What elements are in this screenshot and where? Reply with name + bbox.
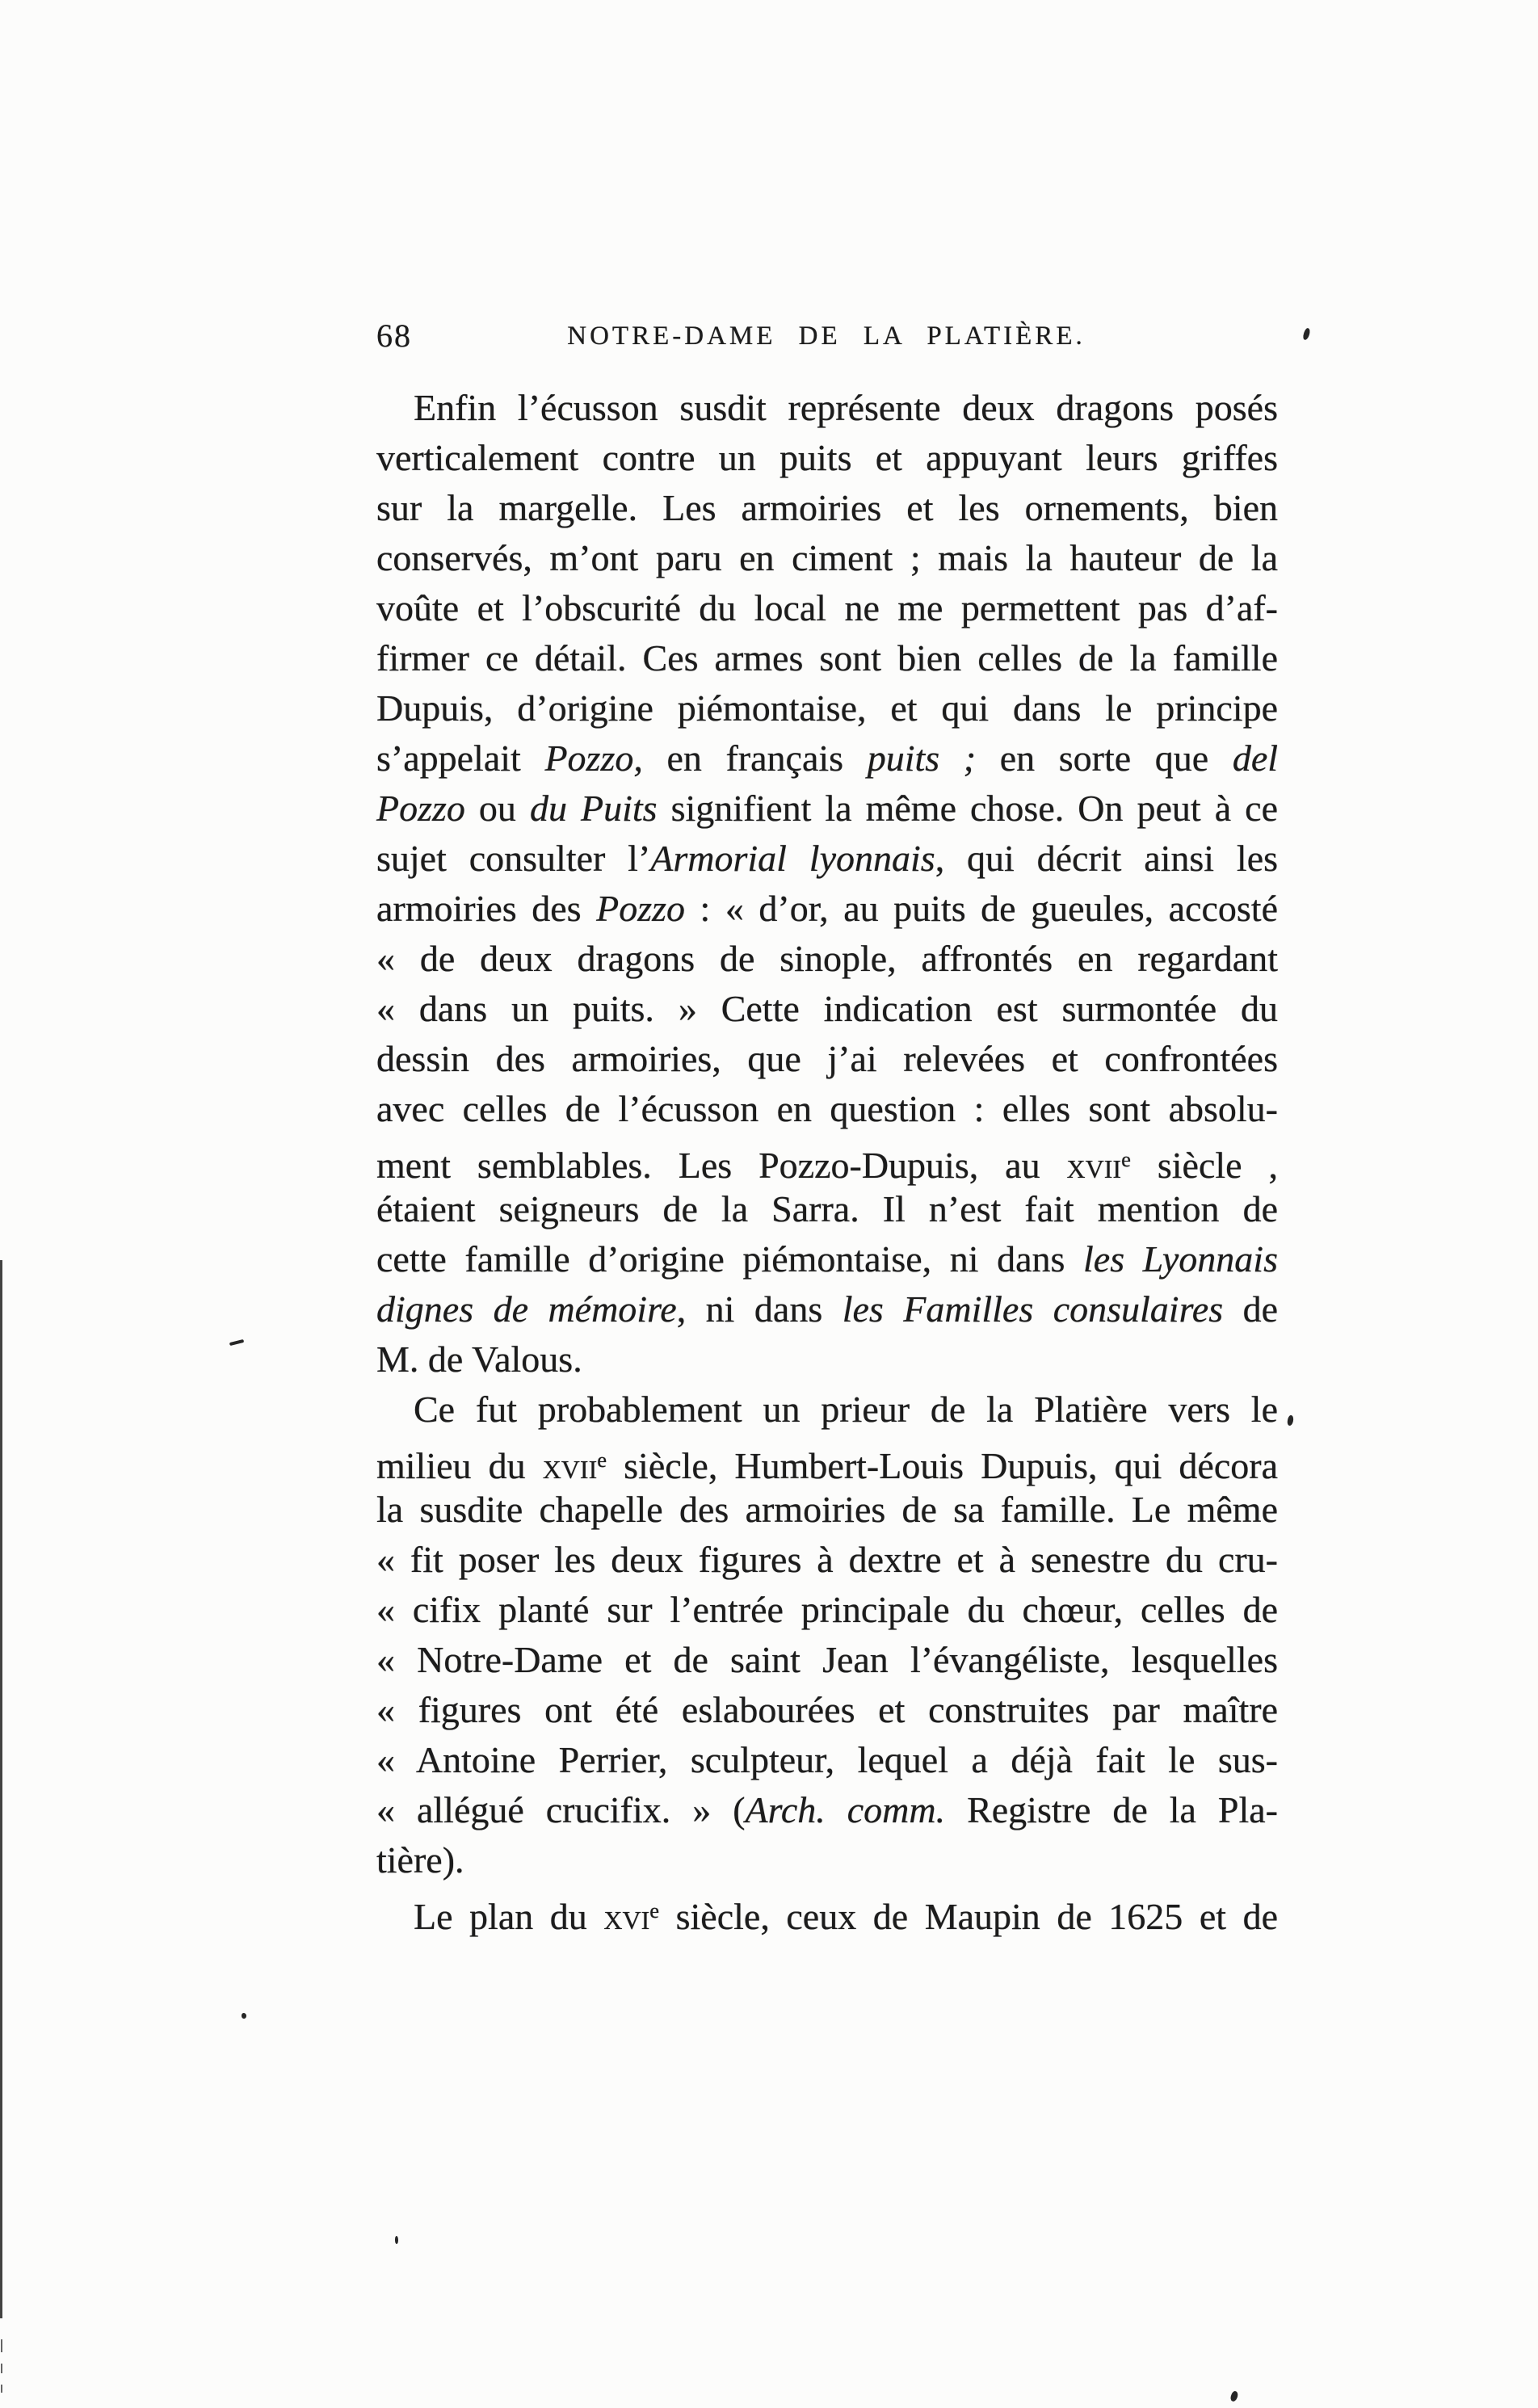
text-line: « fit poser les deux figures à dextre et à senestre du cru- <box>376 1539 1278 1580</box>
text-line: « Antoine Perrier, sculpteur, lequel a déjà fait le sus- <box>376 1739 1278 1780</box>
text-line: « de deux dragons de sinople, affrontés en regardant <box>376 938 1278 979</box>
text-line: avec celles de l’écusson en question : elles sont absolu- <box>376 1088 1278 1129</box>
text-line: firmer ce détail. Ces armes sont bien celles de la famille <box>376 637 1278 679</box>
text-line: étaient seigneurs de la Sarra. Il n’est fait mention de <box>376 1188 1278 1229</box>
text-line: tière). <box>376 1839 464 1881</box>
text-line: armoiries des Pozzo : « d’or, au puits de gueules, accosté <box>376 888 1278 929</box>
text-line: sujet consulter l’Armorial lyonnais, qui décrit ainsi les <box>376 838 1279 879</box>
text-line: milieu du xvii$^e$ siècle, Humbert-Louis Dupuis, qui décora <box>376 1445 1278 1486</box>
text-line: Dupuis, d’origine piémontaise, et qui dans le principe <box>376 687 1278 729</box>
scan-edge-dash <box>1 2385 2 2393</box>
text-line: « cifix planté sur l’entrée principale du chœur, celles de <box>376 1589 1278 1630</box>
text-line: conservés, m’ont paru en ciment ; mais la hauteur de la <box>376 537 1278 578</box>
scan-speck <box>1287 1414 1295 1426</box>
text-line: « allégué crucifix. » (Arch. comm. Registre de la Pla- <box>376 1789 1278 1830</box>
text-line: ment semblables. Les Pozzo-Dupuis, au xvii$^e$ siècle , <box>376 1145 1278 1186</box>
text-line: sur la margelle. Les armoiries et les ornements, bien <box>376 487 1278 528</box>
scan-edge-dash <box>1 2364 2 2373</box>
text-line: « figures ont été eslabourées et construites par maître <box>376 1689 1278 1730</box>
text-line: Le plan du xvi$^e$ siècle, ceux de Maupin de 1625 et de <box>414 1896 1278 1937</box>
text-line: Ce fut probablement un prieur de la Platière vers le <box>414 1389 1278 1430</box>
page-number: 68 <box>376 317 412 354</box>
page-body <box>376 383 1278 1935</box>
text-line: la susdite chapelle des armoiries de sa famille. Le même <box>376 1489 1278 1530</box>
running-header: NOTRE-DAME DE LA PLATIÈRE. <box>567 321 1086 351</box>
scan-edge-dash <box>1 2339 2 2352</box>
text-line: s’appelait Pozzo, en français puits ; en sorte que del <box>376 738 1279 779</box>
text-line: M. de Valous. <box>376 1338 582 1380</box>
scan-speck <box>1302 327 1311 340</box>
text-line: voûte et l’obscurité du local ne me permettent pas d’af- <box>376 587 1278 628</box>
scan-speck <box>242 2013 246 2019</box>
scan-speck <box>395 2236 398 2244</box>
scan-speck <box>229 1339 244 1346</box>
text-line: « Notre-Dame et de saint Jean l’évangéliste, lesquelles <box>376 1639 1278 1680</box>
text-line: Pozzo ou du Puits signifient la même chose. On peut à ce <box>376 788 1279 829</box>
text-line: dignes de mémoire, ni dans les Familles consulaires de <box>376 1288 1278 1330</box>
scan-edge-artifact <box>0 1260 2 2318</box>
text-line: dessin des armoiries, que j’ai relevées et confrontées <box>376 1038 1278 1079</box>
scan-speck <box>1229 2390 1239 2402</box>
text-line: Enfin l’écusson susdit représente deux dragons posés <box>414 387 1278 428</box>
text-line: cette famille d’origine piémontaise, ni dans les Lyonnais <box>376 1238 1278 1280</box>
text-line: « dans un puits. » Cette indication est surmontée du <box>376 988 1278 1029</box>
page-header <box>376 317 1276 359</box>
text-line: verticalement contre un puits et appuyant leurs griffes <box>376 437 1278 478</box>
